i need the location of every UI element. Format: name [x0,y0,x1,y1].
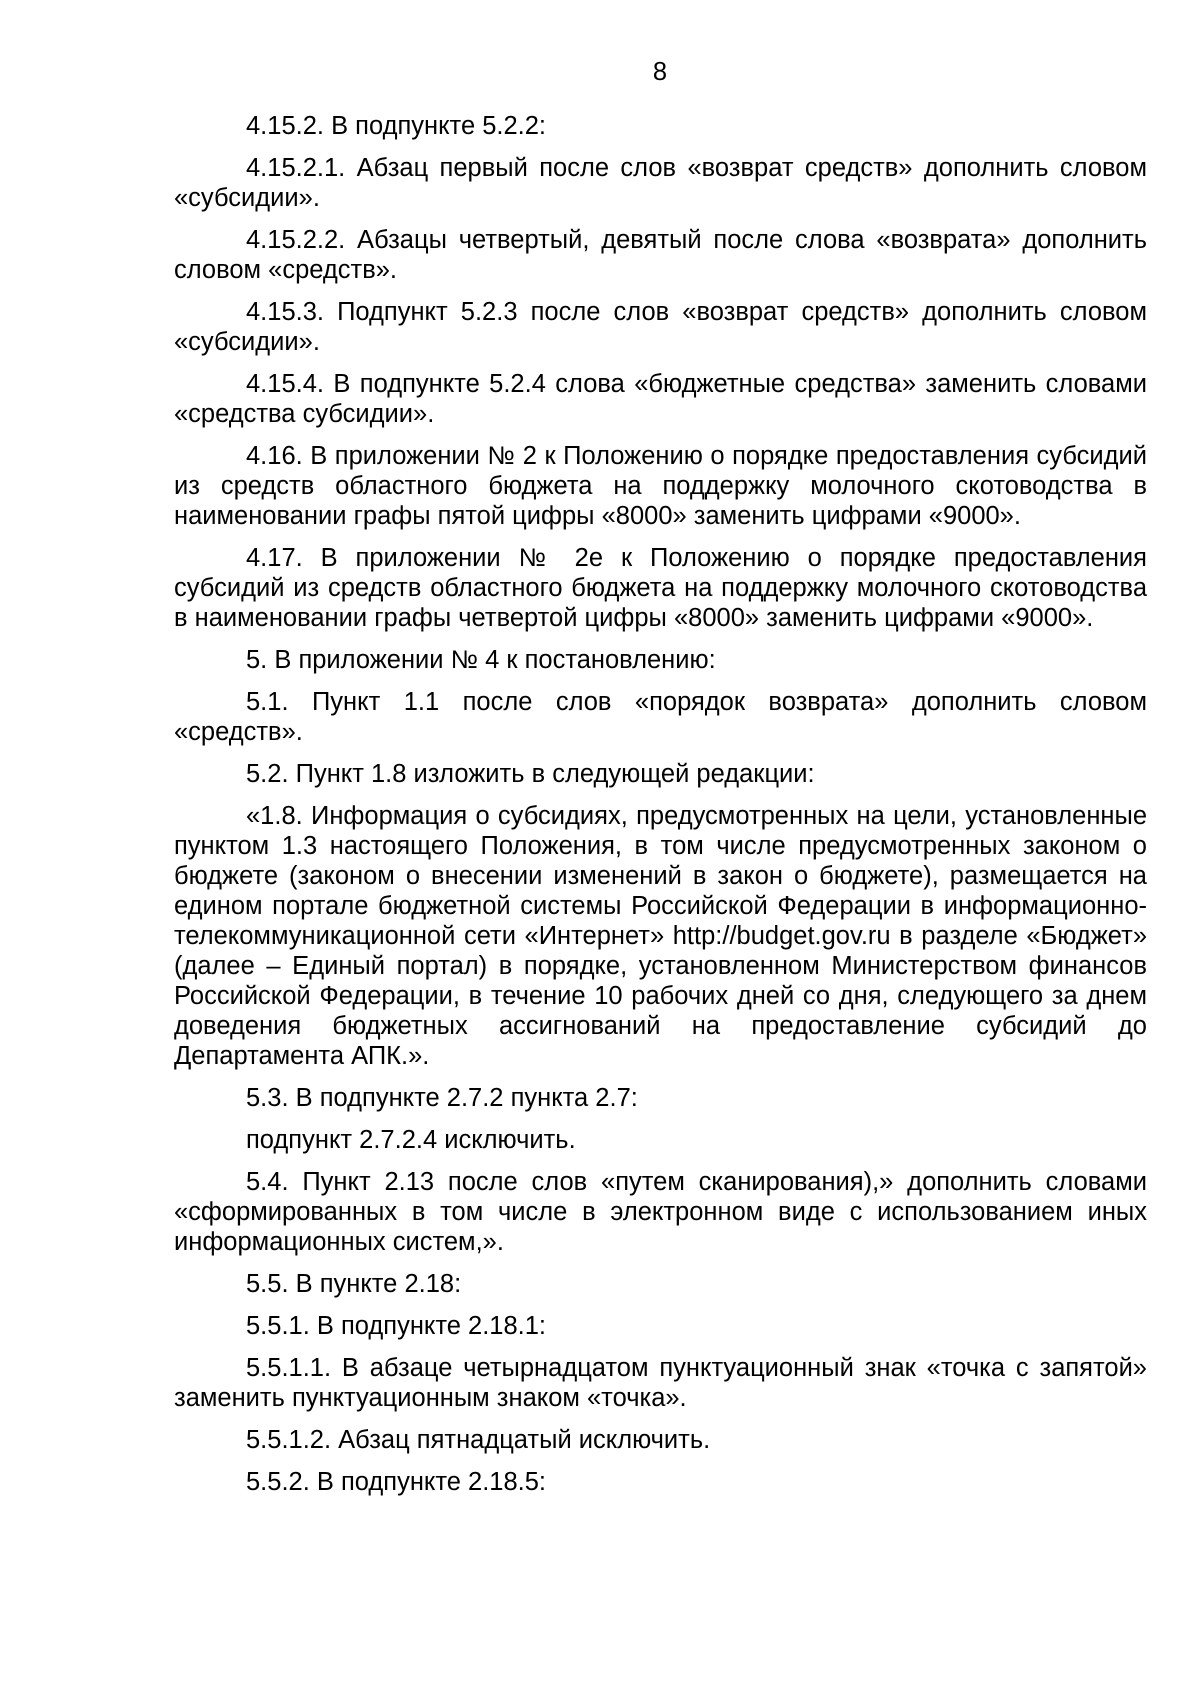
paragraph-5-5-1-2: 5.5.1.2. Абзац пятнадцатый исключить. [246,1426,711,1454]
paragraph-5-3: 5.3. В подпункте 2.7.2 пункта 2.7: [246,1084,638,1112]
paragraph-5-5-1-1: 5.5.1.1. В абзаце четырнадцатом пунктуационный знак «точка с запятой» заменить пунктуационным знаком «точка». [174,1354,1147,1412]
paragraph-subpoint-2-7-2-4: подпункт 2.7.2.4 исключить. [246,1126,576,1154]
paragraph-5-5-2: 5.5.2. В подпункте 2.18.5: [246,1468,547,1496]
paragraph-5-5-1: 5.5.1. В подпункте 2.18.1: [246,1312,547,1340]
paragraph-4-15-2: 4.15.2. В подпункте 5.2.2: [246,112,547,140]
paragraph-5-4: 5.4. Пункт 2.13 после слов «путем сканирования),» дополнить словами «сформированных в том числе в электронном виде с использованием иных информационных систем,». [174,1168,1147,1256]
paragraph-1-8-quote: «1.8. Информация о субсидиях, предусмотренных на цели, установленные пунктом 1.3 настоящего Положения, в том числе предусмотренных законом о бюджете (законом о внесении изменений в закон о бюджете), размещается на едином портале бюджетной системы Российской Федерации в информационно-телекоммуникационной сети «Интернет» http://budget.gov.ru в разделе «Бюджет» (далее – Единый портал) в порядке, установленном Министерством финансов Российской Федерации, в течение 10 рабочих дней со дня, следующего за днем доведения бюджетных ассигнований на предоставление субсидий до Департамента АПК.». [174,802,1147,1070]
paragraph-4-15-2-2: 4.15.2.2. Абзацы четвертый, девятый после слова «возврата» дополнить словом «средств». [174,226,1147,284]
paragraph-5: 5. В приложении № 4 к постановлению: [246,646,716,674]
paragraph-5-2: 5.2. Пункт 1.8 изложить в следующей редакции: [246,760,815,788]
paragraph-5-1: 5.1. Пункт 1.1 после слов «порядок возврата» дополнить словом «средств». [174,688,1147,746]
paragraph-4-15-4: 4.15.4. В подпункте 5.2.4 слова «бюджетные средства» заменить словами «средства субсидии». [174,370,1147,428]
paragraph-4-16: 4.16. В приложении № 2 к Положению о порядке предоставления субсидий из средств областного бюджета на поддержку молочного скотоводства в наименовании графы пятой цифры «8000» заменить цифрами «9000». [174,442,1147,530]
paragraph-4-15-2-1: 4.15.2.1. Абзац первый после слов «возврат средств» дополнить словом «субсидии». [174,154,1147,212]
document-body [174,111,1147,1509]
page-number: 8 [652,58,668,86]
paragraph-4-17: 4.17. В приложении № 2е к Положению о порядке предоставления субсидий из средств областного бюджета на поддержку молочного скотоводства в наименовании графы четвертой цифры «8000» заменить цифрами «9000». [174,544,1147,632]
paragraph-4-15-3: 4.15.3. Подпункт 5.2.3 после слов «возврат средств» дополнить словом «субсидии». [174,298,1147,356]
paragraph-5-5: 5.5. В пункте 2.18: [246,1270,462,1298]
